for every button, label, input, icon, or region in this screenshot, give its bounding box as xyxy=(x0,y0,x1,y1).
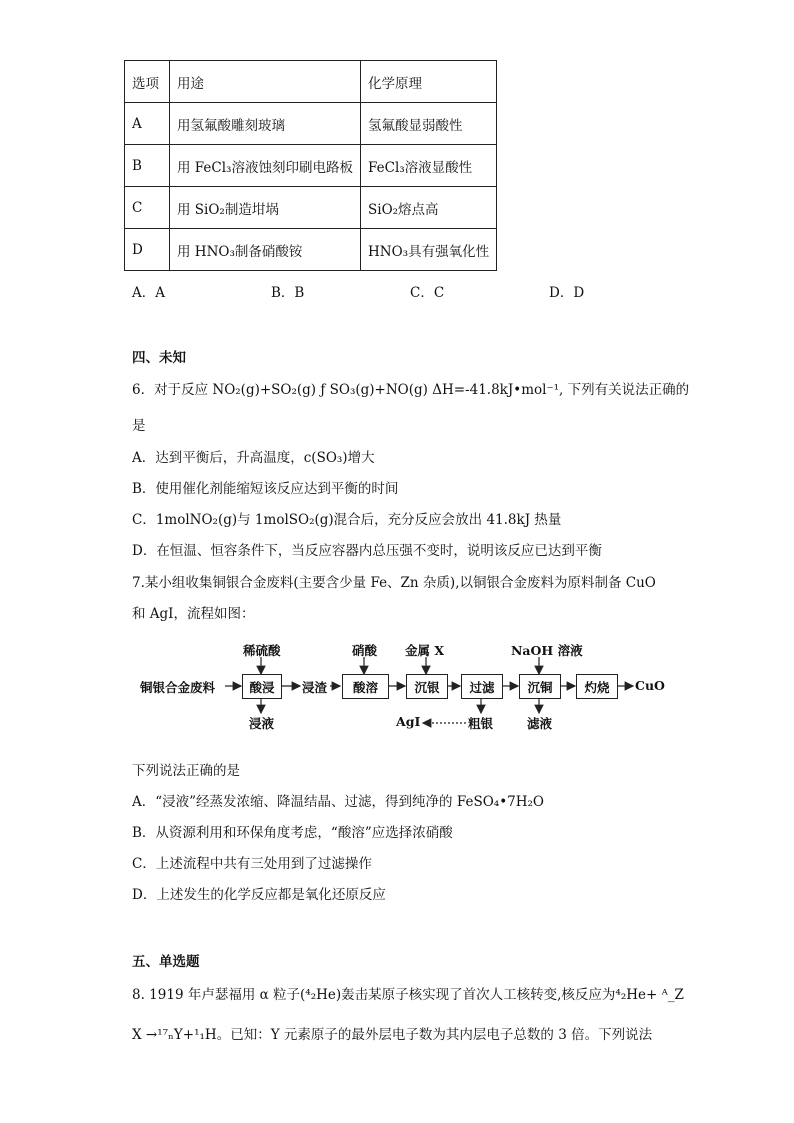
table-cell: A xyxy=(125,103,170,145)
table-header-cell: 用途 xyxy=(170,61,361,103)
table-cell: FeCl₃溶液显酸性 xyxy=(361,145,497,187)
flow-box-acid-dissolve: 酸溶 xyxy=(342,674,389,699)
table-cell: 用 FeCl₃溶液蚀刻印刷电路板 xyxy=(170,145,361,187)
flow-output-label: 滤液 xyxy=(527,716,553,731)
table-cell: D xyxy=(125,229,170,271)
flow-product-label: AgI xyxy=(396,714,421,729)
q6-option-c: C．1molNO₂(g)与 1molSO₂(g)混合后，充分反应会放出 41.8kJ 热量 xyxy=(132,512,562,528)
flow-reagent-label: 稀硫酸 xyxy=(243,643,281,658)
flow-end-label: CuO xyxy=(635,678,665,693)
table-cell: HNO₃具有强氧化性 xyxy=(361,229,497,271)
q7-option-b: B．从资源利用和环保角度考虑，“酸溶”应选择浓硝酸 xyxy=(132,825,453,841)
table-cell: SiO₂熔点高 xyxy=(361,187,497,229)
q6-stem: 6．对于反应 NO₂(g)+SO₂(g) ƒ SO₃(g)+NO(g) ΔH=-41.8kJ•mol⁻¹, 下列有关说法正确的 xyxy=(132,382,690,398)
flow-output-label: 粗银 xyxy=(468,716,494,731)
q6-option-a: A．达到平衡后，升高温度，c(SO₃)增大 xyxy=(132,450,375,466)
flow-box-precipitate-silver: 沉银 xyxy=(406,674,448,699)
table-cell: C xyxy=(125,187,170,229)
table-cell: 用 SiO₂制造坩埚 xyxy=(170,187,361,229)
flow-box-precipitate-copper: 沉铜 xyxy=(519,674,561,699)
table-cell: 氢氟酸显弱酸性 xyxy=(361,103,497,145)
q7-prompt: 下列说法正确的是 xyxy=(132,763,240,779)
option-c: C．C xyxy=(410,285,445,301)
table-cell: 用 HNO₃制备硝酸铵 xyxy=(170,229,361,271)
flow-box-filter: 过滤 xyxy=(461,674,503,699)
q7-option-c: C．上述流程中共有三处用到了过滤操作 xyxy=(132,856,372,872)
table-cell: B xyxy=(125,145,170,187)
option-b: B．B xyxy=(271,285,305,301)
flow-start-label: 铜银合金废料 xyxy=(140,680,216,695)
flow-box-calcine: 灼烧 xyxy=(576,674,618,699)
section-title: 五、单选题 xyxy=(132,954,200,970)
q7-stem: 7.某小组收集铜银合金废料(主要含少量 Fe、Zn 杂质),以铜银合金废料为原料制备 CuO xyxy=(132,575,656,591)
q8-stem: 8. 1919 年卢瑟福用 α 粒子(⁴₂He)轰击某原子核实现了首次人工核转变,核反应为⁴₂He+ ᴬ_Z xyxy=(132,987,684,1003)
option-a: A．A xyxy=(132,285,165,301)
table-header-cell: 化学原理 xyxy=(361,61,497,103)
flow-output-label: 浸液 xyxy=(249,716,275,731)
flow-reagent-label: 金属 X xyxy=(405,643,445,658)
section-title: 四、未知 xyxy=(132,350,186,366)
table-header-cell: 选项 xyxy=(125,61,170,103)
q6-option-d: D．在恒温、恒容条件下，当反应容器内总压强不变时，说明该反应已达到平衡 xyxy=(132,543,602,559)
flow-reagent-label: 硝酸 xyxy=(352,643,378,658)
q8-stem-cont: X →¹⁷ₙY+¹₁H。已知：Y 元素原子的最外层电子数为其内层电子总数的 3 倍。下列说法 xyxy=(132,1027,653,1043)
table-cell: 用氢氟酸雕刻玻璃 xyxy=(170,103,361,145)
q7-stem-cont: 和 AgI，流程如图： xyxy=(132,606,255,622)
flow-box-acid-leach: 酸浸 xyxy=(242,674,282,699)
q6-option-b: B．使用催化剂能缩短该反应达到平衡的时间 xyxy=(132,481,399,497)
option-d: D．D xyxy=(549,285,585,301)
flow-intermediate-label: 浸渣 xyxy=(302,680,328,695)
q7-option-a: A．“浸液”经蒸发浓缩、降温结晶、过滤，得到纯净的 FeSO₄•7H₂O xyxy=(132,794,544,810)
q6-stem-cont: 是 xyxy=(132,418,146,434)
flow-reagent-label: NaOH 溶液 xyxy=(511,643,583,658)
q7-option-d: D．上述发生的化学反应都是氧化还原反应 xyxy=(132,887,386,903)
